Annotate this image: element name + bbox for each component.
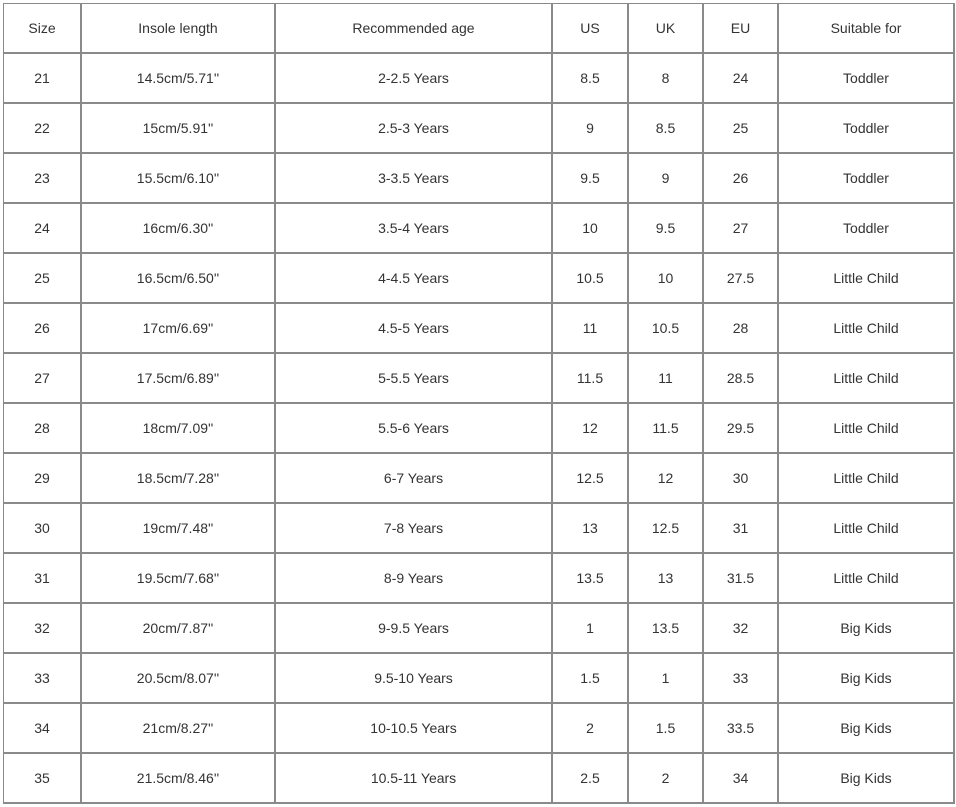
cell-recommended-age: 6-7 Years [276,454,553,504]
cell-size: 25 [4,254,82,304]
table-header [4,4,955,54]
cell-recommended-age: 4-4.5 Years [276,254,553,304]
header-size: Size [4,4,82,54]
cell-suitable-for: Big Kids [779,604,955,654]
cell-recommended-age: 7-8 Years [276,504,553,554]
cell-eu: 24 [704,54,779,104]
cell-us: 12 [553,404,629,454]
header-eu: EU [704,4,779,54]
cell-insole-length: 18cm/7.09'' [82,404,276,454]
cell-suitable-for: Little Child [779,454,955,504]
cell-recommended-age: 8-9 Years [276,554,553,604]
header-recommended-age: Recommended age [276,4,553,54]
cell-us: 12.5 [553,454,629,504]
cell-recommended-age: 9.5-10 Years [276,654,553,704]
cell-us: 9 [553,104,629,154]
cell-uk: 11 [629,354,704,404]
cell-eu: 32 [704,604,779,654]
cell-suitable-for: Little Child [779,304,955,354]
cell-uk: 9 [629,154,704,204]
cell-size: 24 [4,204,82,254]
cell-uk: 2 [629,754,704,804]
cell-insole-length: 18.5cm/7.28'' [82,454,276,504]
cell-us: 13.5 [553,554,629,604]
header-suitable-for: Suitable for [779,4,955,54]
header-insole-length: Insole length [82,4,276,54]
cell-eu: 31.5 [704,554,779,604]
cell-insole-length: 20cm/7.87'' [82,604,276,654]
cell-us: 13 [553,504,629,554]
cell-insole-length: 15cm/5.91'' [82,104,276,154]
table-row [4,654,955,704]
cell-eu: 34 [704,754,779,804]
cell-recommended-age: 3-3.5 Years [276,154,553,204]
cell-recommended-age: 2.5-3 Years [276,104,553,154]
cell-us: 1 [553,604,629,654]
cell-recommended-age: 4.5-5 Years [276,304,553,354]
cell-size: 33 [4,654,82,704]
cell-insole-length: 19cm/7.48'' [82,504,276,554]
table-row [4,754,955,804]
cell-us: 8.5 [553,54,629,104]
cell-us: 2 [553,704,629,754]
table-row [4,604,955,654]
cell-recommended-age: 5.5-6 Years [276,404,553,454]
cell-us: 10.5 [553,254,629,304]
cell-us: 11.5 [553,354,629,404]
cell-size: 34 [4,704,82,754]
cell-insole-length: 16.5cm/6.50'' [82,254,276,304]
cell-eu: 30 [704,454,779,504]
table-row [4,404,955,454]
table-row [4,704,955,754]
header-uk: UK [629,4,704,54]
cell-insole-length: 21cm/8.27'' [82,704,276,754]
cell-recommended-age: 2-2.5 Years [276,54,553,104]
cell-size: 32 [4,604,82,654]
cell-eu: 26 [704,154,779,204]
cell-uk: 13.5 [629,604,704,654]
cell-insole-length: 17.5cm/6.89'' [82,354,276,404]
cell-size: 22 [4,104,82,154]
cell-insole-length: 17cm/6.69'' [82,304,276,354]
table-row [4,504,955,554]
cell-uk: 9.5 [629,204,704,254]
cell-recommended-age: 3.5-4 Years [276,204,553,254]
cell-insole-length: 15.5cm/6.10'' [82,154,276,204]
cell-eu: 29.5 [704,404,779,454]
cell-size: 31 [4,554,82,604]
cell-suitable-for: Little Child [779,254,955,304]
cell-us: 1.5 [553,654,629,704]
cell-uk: 10 [629,254,704,304]
cell-eu: 31 [704,504,779,554]
cell-suitable-for: Little Child [779,354,955,404]
table-row [4,554,955,604]
cell-suitable-for: Toddler [779,204,955,254]
cell-uk: 12.5 [629,504,704,554]
cell-size: 26 [4,304,82,354]
cell-size: 35 [4,754,82,804]
cell-suitable-for: Big Kids [779,654,955,704]
cell-suitable-for: Toddler [779,104,955,154]
cell-uk: 13 [629,554,704,604]
cell-eu: 25 [704,104,779,154]
table-row [4,104,955,154]
cell-us: 9.5 [553,154,629,204]
cell-us: 2.5 [553,754,629,804]
cell-size: 29 [4,454,82,504]
cell-suitable-for: Big Kids [779,704,955,754]
header-row [4,4,955,54]
cell-size: 28 [4,404,82,454]
cell-suitable-for: Little Child [779,404,955,454]
cell-eu: 28.5 [704,354,779,404]
cell-us: 11 [553,304,629,354]
cell-recommended-age: 5-5.5 Years [276,354,553,404]
cell-recommended-age: 10.5-11 Years [276,754,553,804]
cell-suitable-for: Toddler [779,154,955,204]
cell-insole-length: 16cm/6.30'' [82,204,276,254]
cell-size: 30 [4,504,82,554]
cell-uk: 8.5 [629,104,704,154]
table-row [4,204,955,254]
cell-uk: 11.5 [629,404,704,454]
cell-uk: 12 [629,454,704,504]
cell-uk: 10.5 [629,304,704,354]
cell-us: 10 [553,204,629,254]
cell-eu: 27.5 [704,254,779,304]
cell-suitable-for: Little Child [779,554,955,604]
cell-insole-length: 19.5cm/7.68'' [82,554,276,604]
cell-suitable-for: Little Child [779,504,955,554]
cell-size: 27 [4,354,82,404]
table-row [4,254,955,304]
cell-suitable-for: Toddler [779,54,955,104]
table-row [4,54,955,104]
table-body [4,54,955,804]
cell-recommended-age: 9-9.5 Years [276,604,553,654]
cell-insole-length: 14.5cm/5.71'' [82,54,276,104]
cell-uk: 8 [629,54,704,104]
table-row [4,454,955,504]
cell-eu: 33.5 [704,704,779,754]
cell-eu: 33 [704,654,779,704]
cell-eu: 28 [704,304,779,354]
cell-size: 21 [4,54,82,104]
table-row [4,354,955,404]
size-chart-table [3,3,955,804]
cell-recommended-age: 10-10.5 Years [276,704,553,754]
cell-size: 23 [4,154,82,204]
table-row [4,154,955,204]
table-row [4,304,955,354]
cell-insole-length: 20.5cm/8.07'' [82,654,276,704]
cell-eu: 27 [704,204,779,254]
cell-insole-length: 21.5cm/8.46'' [82,754,276,804]
cell-uk: 1.5 [629,704,704,754]
header-us: US [553,4,629,54]
cell-uk: 1 [629,654,704,704]
cell-suitable-for: Big Kids [779,754,955,804]
